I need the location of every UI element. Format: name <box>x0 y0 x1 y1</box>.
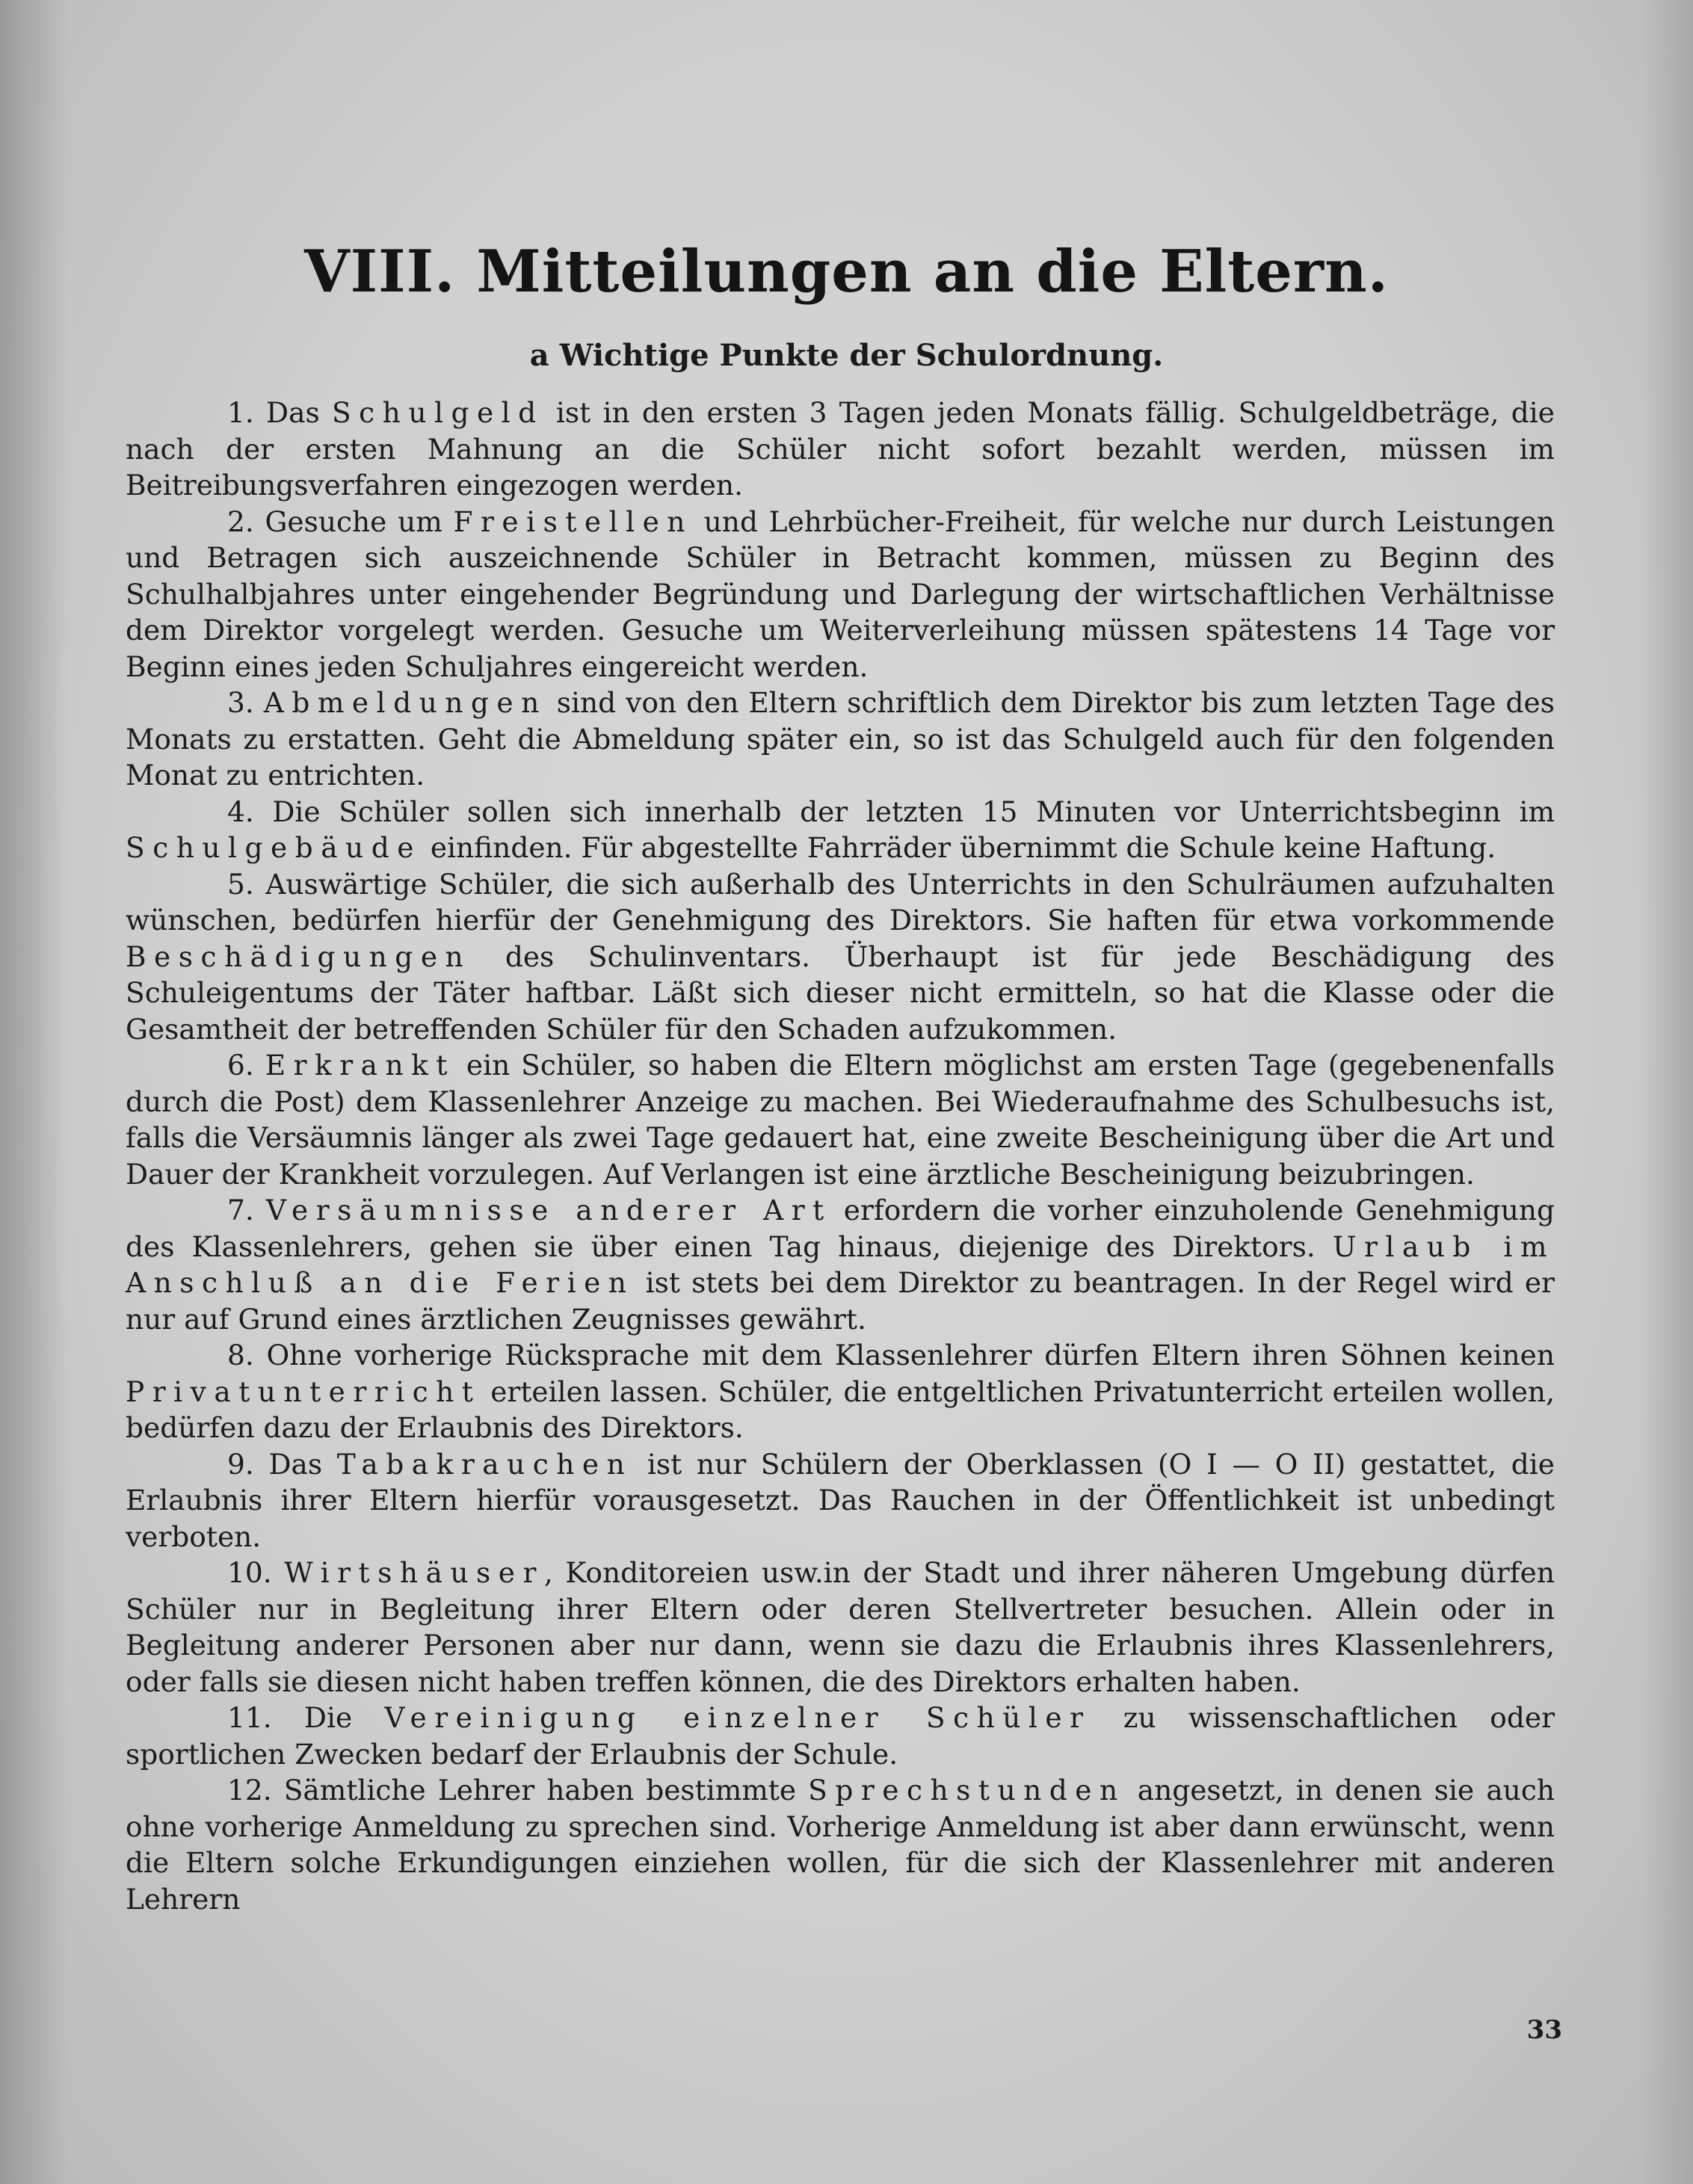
paragraph-text: ist nur Schülern der Oberklassen (O I — O II) gestattet, die Erlaubnis ihrer Eltern hierfür vorausgesetzt. Das Rauchen in der Öffentlichkeit ist unbedingt verboten. <box>126 1447 1555 1553</box>
spaced-term: Versäumnisse anderer Art <box>265 1194 832 1227</box>
paragraph-text: 1. Das <box>227 396 332 429</box>
page-number: 33 <box>1526 2015 1562 2045</box>
paragraph-11 <box>126 1700 1555 1772</box>
paragraph-7 <box>126 1192 1555 1337</box>
page-title: VIII. Mitteilungen an die Eltern. <box>304 238 1389 306</box>
paragraph-3 <box>126 685 1555 794</box>
spaced-term: Freistellen <box>453 505 693 538</box>
paragraph-text: ein Schüler, so haben die Eltern möglichst am ersten Tage (gegebenenfalls durch die Post) dem Klassenlehrer Anzeige zu machen. Bei Wiederaufnahme des Schulbesuchs ist, falls die Versäumnis länger als zwei Tage gedauert hat, eine zweite Bescheinigung über die Art und Dauer der Krankheit vorzulegen. Auf Verlangen ist eine ärztliche Bescheinigung beizubringen. <box>126 1049 1555 1191</box>
paragraph-text: ist in den ersten 3 Tagen jeden Monats fällig. Schulgeldbeträge, die nach der ersten Mahnung an die Schüler nicht sofort bezahlt werden, müssen im Beitreibungsverfahren eingezogen werden. <box>126 396 1555 502</box>
spaced-term: Sprechstunden <box>808 1774 1126 1807</box>
paragraph-text: 11. Die <box>227 1701 385 1734</box>
paragraph-text: einfinden. Für abgestellte Fahrräder übernimmt die Schule keine Haftung. <box>421 831 1496 864</box>
paragraph-text: und Lehrbücher-Freiheit, für welche nur durch Leistungen und Betragen sich auszeichnende Schüler in Betracht kommen, müssen zu Beginn des Schulhalbjahres unter eingehender Begründung und Darlegung der wirtschaftlichen Verhältnisse dem Direktor vorgelegt werden. Gesuche um Weiterverleihung müssen spätestens 14 Tage vor Beginn eines jeden Schuljahres eingereicht werden. <box>126 505 1555 683</box>
paragraph-5 <box>126 866 1555 1048</box>
paragraph-6 <box>126 1047 1555 1192</box>
paragraph-text: des Schulinventars. Überhaupt ist für jede Beschädigung des Schuleigentums der Täter haftbar. Läßt sich dieser nicht ermitteln, so hat die Klasse oder die Gesamtheit der betreffenden Schüler für den Schaden aufzukommen. <box>126 940 1555 1046</box>
paragraph-text: 4. Die Schüler sollen sich innerhalb der letzten 15 Minuten vor Unterrichtsbeginn im <box>227 795 1555 828</box>
body-text <box>126 395 1555 1917</box>
spaced-term: Vereinigung einzelner Schüler <box>384 1701 1091 1734</box>
spaced-term: Abmeldungen <box>263 686 547 719</box>
paragraph-8 <box>126 1337 1555 1446</box>
spaced-term: Wirtshäuser <box>284 1556 544 1589</box>
paragraph-text: 3. <box>227 686 264 719</box>
paragraph-text: 6. <box>227 1049 265 1082</box>
paragraph-text: angesetzt, in denen sie auch ohne vorherige Anmeldung zu sprechen sind. Vorherige Anmeldung ist aber dann erwünscht, wenn die Eltern solche Erkundigungen einziehen wollen, für die sich der Klassenlehrer mit anderen Lehrern <box>126 1774 1555 1916</box>
paragraph-1 <box>126 395 1555 504</box>
section-subtitle: a Wichtige Punkte der Schulordnung. <box>529 338 1164 373</box>
paragraph-4 <box>126 794 1555 866</box>
spaced-term: Urlaub im Anschluß an die Ferien <box>126 1230 1555 1299</box>
paragraph-text: erfordern die vorher einzuholende Genehmigung des Klassenlehrers, gehen sie über einen Tag hinaus, diejenige des Direktors. <box>126 1194 1555 1263</box>
paragraph-text: 2. Gesuche um <box>227 505 454 538</box>
spaced-term: Erkrankt <box>265 1049 455 1082</box>
spaced-term: Beschädigungen <box>126 940 472 973</box>
paragraph-text: zu wissenschaftlichen oder sportlichen Zwecken bedarf der Erlaubnis der Schule. <box>126 1701 1555 1771</box>
paragraph-text: sind von den Eltern schriftlich dem Direktor bis zum letzten Tage des Monats zu erstatten. Geht die Abmeldung später ein, so ist das Schulgeld auch für den folgenden Monat zu entrichten. <box>126 686 1555 792</box>
spaced-term: Privatunterricht <box>126 1375 481 1408</box>
paragraph-text: 8. Ohne vorherige Rücksprache mit dem Klassenlehrer dürfen Eltern ihren Söhnen keinen <box>227 1339 1555 1372</box>
spaced-term: Tabakrauchen <box>336 1447 633 1481</box>
paragraph-text: 5. Auswärtige Schüler, die sich außerhalb des Unterrichts in den Schulräumen aufzuhalten wünschen, bedürfen hierfür der Genehmigung des Direktors. Sie haften für etwa vorkommende <box>126 867 1555 937</box>
paragraph-2 <box>126 504 1555 685</box>
paragraph-text: ist stets bei dem Direktor zu beantragen. In der Regel wird er nur auf Grund eines ärztlichen Zeugnisses gewährt. <box>126 1266 1555 1336</box>
spaced-term: Schulgeld <box>331 396 544 429</box>
paragraph-9 <box>126 1446 1555 1555</box>
paragraph-text: 10. <box>227 1556 285 1589</box>
paragraph-text: 7. <box>227 1194 266 1227</box>
paragraph-text: 12. Sämtliche Lehrer haben bestimmte <box>227 1774 809 1807</box>
paragraph-text: , Konditoreien usw.in der Stadt und ihrer näheren Umgebung dürfen Schüler nur in Begleitung ihrer Eltern oder deren Stellvertreter besuchen. Allein oder in Begleitung anderer Personen aber nur dann, wenn sie dazu die Erlaubnis ihres Klassenlehrers, oder falls sie diesen nicht haben treffen können, die des Direktors erhalten haben. <box>126 1556 1555 1698</box>
paragraph-10 <box>126 1555 1555 1700</box>
paragraph-12 <box>126 1772 1555 1917</box>
paragraph-text: 9. Das <box>227 1447 337 1481</box>
spaced-term: Schulgebäude <box>126 831 422 864</box>
paragraph-text: erteilen lassen. Schüler, die entgeltlichen Privatunterricht erteilen wollen, bedürfen dazu der Erlaubnis des Direktors. <box>126 1375 1555 1444</box>
